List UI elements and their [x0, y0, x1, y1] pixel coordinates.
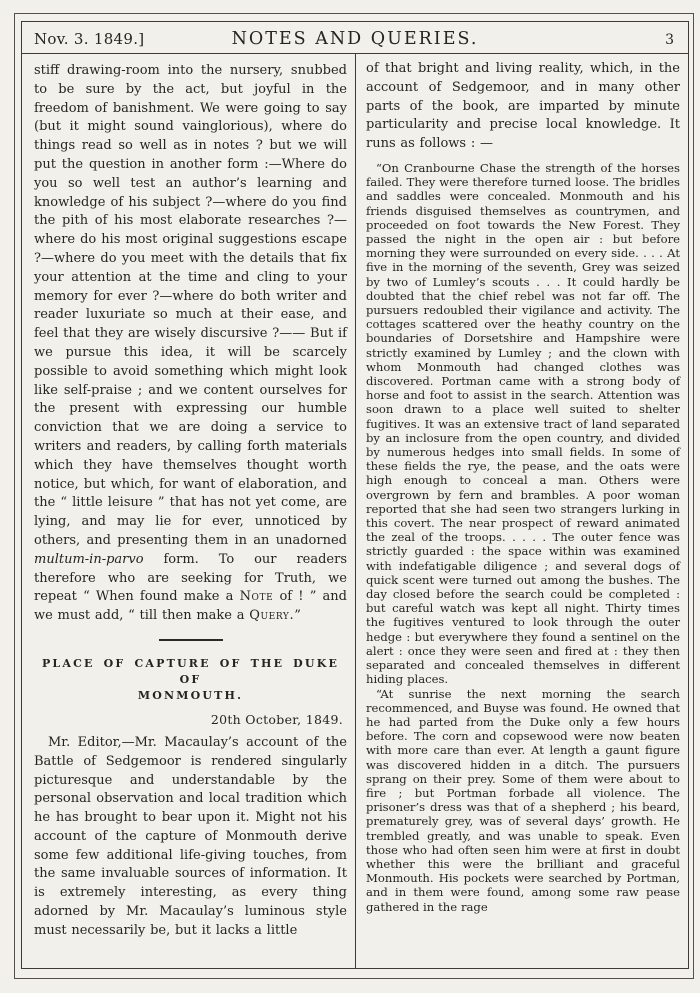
masthead — [22, 22, 688, 54]
macaulay-quote-paragraph-2: “At sunrise the next morning the search recommenced, and Buyse was found. He owned that he had parted from the Duke only a few hours before. The corn and copsewood were now beaten with more care than ever. At length a gaunt figure was discovered hidden in a ditch. The pursuers sprang on their prey. Some of them were about to fire ; but Portman forbade all violence. The prisoner’s dress was that of a shepherd ; his beard, prematurely grey, was of several days’ growth. He trembled greatly, and was unable to speak. Even those who had often seen him were at first in doubt whether this were the brilliant and graceful Monmouth. His pockets were searched by Portman, and in them were found, among some raw pease gathered in the rage — [366, 686, 680, 914]
left-column — [22, 54, 355, 968]
two-column-body — [22, 54, 688, 968]
letter-opening-paragraph: Mr. Editor,—Mr. Macaulay’s account of the Battle of Sedgemoor is rendered singularly picturesque and understandable by the personal observation and local tradition which he has brought to bear upon it. Might not his account of the capture of Monmouth derive some few additional life-giving touches, from the same invaluable sources of information. It is extremely interesting, as every thing adorned by Mr. Macaulay’s luminous style must necessarily be, but it lacks a little — [34, 734, 347, 938]
right-column — [356, 54, 688, 968]
article-heading — [34, 656, 347, 704]
page-number: 3 — [665, 32, 674, 48]
page-inner-frame — [21, 21, 689, 969]
article-heading-line1: PLACE OF CAPTURE OF THE DUKE OF — [41, 656, 340, 686]
article-heading-line2: MONMOUTH. — [137, 688, 244, 702]
letter-dateline: 20th October, 1849. — [210, 711, 343, 727]
publication-title: NOTES AND QUERIES. — [231, 29, 479, 49]
left-column-continuation-paragraph: stiff drawing-room into the nursery, snubbed to be sure by the act, but joyful in the freedom of banishment. We were going to say (but it might sound vainglorious), where do things read so well as in notes ? but we will put the question in another form :—Where do you so well test an author’s learning and knowledge of his subject ?—where do you find the pith of his most elaborate researches ?—where do his most original suggestions escape ?—where do you meet with the details that fix your attention at the time and cling to your memory for ever ?—where do both writer and reader luxuriate so much at their ease, and feel that they are wisely discursive ?—— But if we pursue this idea, it will be scarcely possible to avoid something which might look like self-praise ; and we content ourselves for the present with expressing our humble conviction that we are doing a service to writers and readers, by calling forth materials which they have themselves thought worth notice, but which, for want of elaboration, and the “ little leisure ” that has not yet come, are lying, and may lie for ever, unnoticed by others, and presenting them in an unadorned multum-in-parvo form. To our readers therefore who are seeking for Truth, we repeat “ When found make a Note of ! ” and we must add, “ till then make a Query.” — [34, 63, 347, 624]
right-column-continuation-paragraph: of that bright and living reality, which, in the account of Sedgemoor, and in many other parts of the book, are imparted by minute particularity and precise local knowledge. It runs as follows : — — [366, 61, 680, 152]
macaulay-quote-paragraph-1: “On Cranbourne Chase the strength of the horses failed. They were therefore turned loose. The bridles and saddles were concealed. Monmouth and his friends disguised themselves as countrymen, and proceeded on foot towards the New Forest. They passed the night in the open air : but before morning they were surrounded on every side. . . . At five in the morning of the seventh, Grey was seized by two of Lumley’s scouts . . . It could hardly be doubted that the chief rebel was not far off. The pursuers redoubled their vigilance and activity. The cottages scattered over the heathy country on the boundaries of Dorsetshire and Hampshire were strictly examined by Lumley ; and the clown with whom Monmouth had changed clothes was discovered. Portman came with a strong body of horse and foot to assist in the search. Attention was soon drawn to a place well suited to shelter fugitives. It was an extensive tract of land separated by an inclosure from the open country, and divided by numerous hedges into small fields. In some of these fields the rye, the pease, and the oats were high enough to conceal a man. Others were overgrown by fern and brambles. A poor woman reported that she had seen two strangers lurking in this covert. The near prospect of reward animated the zeal of the troops. . . . . The outer fence was strictly guarded : the space within was examined with indefatigable diligence ; and several dogs of quick scent were turned out among the bushes. The day closed before the search could be completed : but careful watch was kept all night. Thirty times the fugitives ventured to look through the outer hedge : but everywhere they found a sentinel on the alert : once they were seen and fired at : they then separated and concealed themselves in different hiding places. — [366, 160, 680, 687]
section-divider-rule — [159, 639, 223, 641]
issue-date: Nov. 3. 1849.] — [34, 30, 145, 48]
